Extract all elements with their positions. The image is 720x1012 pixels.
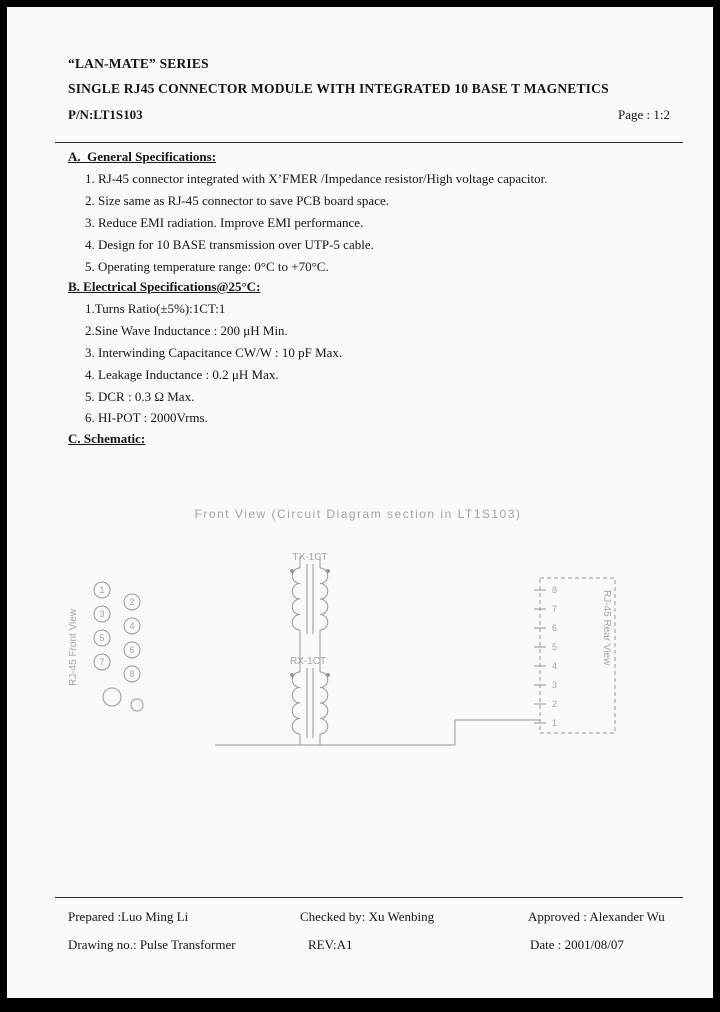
tx-primary-winding — [292, 568, 300, 630]
rx-bottom-leads — [300, 734, 320, 745]
jack-pin-number: 6 — [129, 645, 135, 655]
pin-number: 2 — [552, 699, 558, 709]
rj45-jack-front-view — [68, 582, 143, 711]
spec-item-a3: 3. Reduce EMI radiation. Improve EMI performance. — [85, 215, 364, 230]
series-title: “LAN-MATE” SERIES — [68, 56, 209, 71]
jack-pin-number: 2 — [129, 597, 135, 607]
jack-pin-number: 5 — [99, 633, 105, 643]
spec-item-b4: 4. Leakage Inductance : 0.2 μH Max. — [85, 367, 279, 382]
polarity-dot — [290, 673, 294, 677]
tx-secondary-winding — [320, 568, 328, 630]
front-view-label: RJ-45 Front View — [68, 608, 79, 686]
schematic-diagram — [40, 490, 680, 800]
tx-label: TX-1CT — [292, 552, 328, 563]
tx-transformer — [290, 552, 330, 672]
polarity-dot — [326, 569, 330, 573]
pin-number: 3 — [552, 680, 558, 690]
pin-number: 4 — [552, 661, 558, 671]
footer-prepared: Prepared :Luo Ming Li — [68, 909, 189, 924]
spec-item-a4: 4. Design for 10 BASE transmission over UTP-5 cable. — [85, 237, 374, 252]
footer-drawing-no: Drawing no.: Pulse Transformer — [68, 937, 236, 952]
footer-date: Date : 2001/08/07 — [530, 937, 624, 952]
rx-secondary-winding — [320, 672, 328, 734]
jack-body-circle — [103, 688, 121, 706]
rx-label: RX-1CT — [289, 656, 327, 667]
spec-item-a5: 5. Operating temperature range: 0°C to +70°C. — [85, 259, 329, 274]
rx-transformer — [290, 656, 330, 745]
spec-item-b3: 3. Interwinding Capacitance CW/W : 10 pF Max. — [85, 345, 343, 360]
footer-checked: Checked by: Xu Wenbing — [300, 909, 435, 924]
section-a-heading: A. General Specifications: — [68, 149, 217, 164]
jack-pin-number: 1 — [99, 585, 105, 595]
footer-approved: Approved : Alexander Wu — [528, 909, 665, 924]
footer-rev: REV:A1 — [308, 937, 353, 952]
part-number: P/N:LT1S103 — [68, 107, 143, 122]
section-b-heading: B. Electrical Specifications@25°C: — [68, 279, 261, 294]
pin-number: 7 — [552, 604, 558, 614]
rear-view-label: RJ-45 Rear View — [601, 590, 612, 666]
jack-pin-number: 4 — [129, 621, 135, 631]
jack-pin-number: 8 — [129, 669, 135, 679]
jack-pin-number: 7 — [99, 657, 105, 667]
polarity-dot — [290, 569, 294, 573]
rx-primary-winding — [292, 672, 300, 734]
rj45-pin-box — [534, 578, 615, 733]
pin-number: 6 — [552, 623, 558, 633]
polarity-dot — [326, 673, 330, 677]
spec-item-b1: 1.Turns Ratio(±5%):1CT:1 — [85, 301, 226, 316]
footer-divider — [55, 897, 683, 898]
schematic-title: Front View (Circuit Diagram section in LT1S103) — [194, 507, 522, 521]
document-title: SINGLE RJ45 CONNECTOR MODULE WITH INTEGRATED 10 BASE T MAGNETICS — [68, 81, 609, 96]
connection-line — [455, 720, 540, 745]
pin-number: 8 — [552, 585, 558, 595]
page-number: Page : 1:2 — [618, 107, 670, 122]
document-page — [7, 7, 713, 998]
jack-pin-number: 3 — [99, 609, 105, 619]
jack-body-circle — [131, 699, 143, 711]
pin-number: 5 — [552, 642, 558, 652]
section-c-heading: C. Schematic: — [68, 431, 146, 446]
spec-item-a1: 1. RJ-45 connector integrated with X’FMER /Impedance resistor/High voltage capacitor. — [85, 171, 548, 186]
pin-number: 1 — [552, 718, 558, 728]
spec-item-b2: 2.Sine Wave Inductance : 200 μH Min. — [85, 323, 288, 338]
spec-item-b5: 5. DCR : 0.3 Ω Max. — [85, 389, 195, 404]
header-divider — [55, 142, 683, 143]
spec-item-a2: 2. Size same as RJ-45 connector to save PCB board space. — [85, 193, 389, 208]
spec-item-b6: 6. HI-POT : 2000Vrms. — [85, 410, 208, 425]
